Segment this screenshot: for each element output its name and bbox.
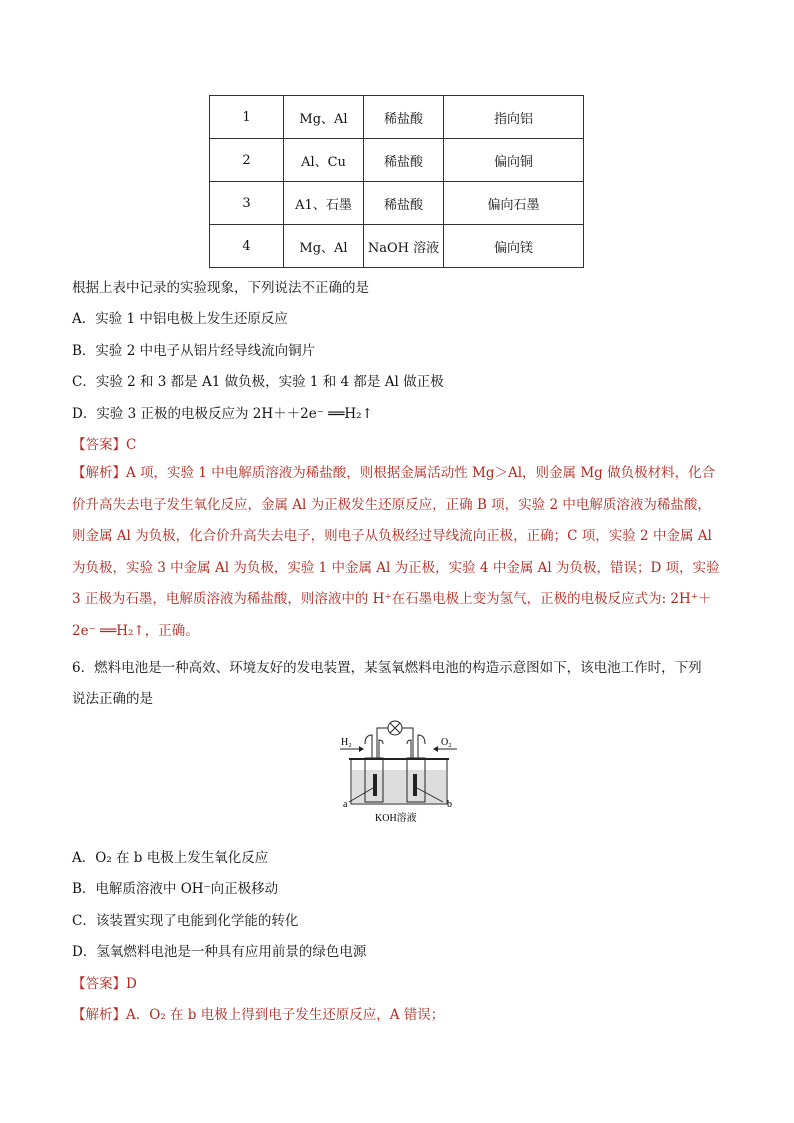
- table-cell: 稀盐酸: [364, 96, 444, 139]
- table-cell: 偏向铜: [444, 139, 584, 182]
- answer-tag: 【答案】: [72, 437, 126, 453]
- analysis-line: 2e⁻ ══H₂↑，正确。: [72, 622, 199, 639]
- table-cell: A1、石墨: [284, 182, 364, 225]
- q6-option-d: D．氢氧燃料电池是一种具有应用前景的绿色电源: [72, 944, 367, 960]
- o2-label: O₂: [441, 737, 452, 748]
- q6-option-a: A．O₂ 在 b 电极上发生氧化反应: [72, 850, 269, 866]
- table-cell: Al、Cu: [284, 139, 364, 182]
- q5-option-b: B．实验 2 中电子从铝片经导线流向铜片: [72, 343, 316, 359]
- table-row: [210, 182, 584, 225]
- analysis-tag: 【解析】: [72, 465, 126, 481]
- q6-answer: [72, 972, 137, 992]
- electrode-a-label: a: [343, 799, 348, 810]
- q5-option-a: A．实验 1 中铝电极上发生还原反应: [72, 311, 288, 327]
- experiment-table: [209, 95, 584, 268]
- q6-stem-line: 6．燃料电池是一种高效、环境友好的发电装置，某氢氧燃料电池的构造示意图如下，该电池工作时，下列: [72, 660, 702, 676]
- analysis-line: A 项，实验 1 中电解质溶液为稀盐酸，则根据金属活动性 Mg＞Al，则金属 Mg 做负极材料，化合: [126, 465, 716, 481]
- table-row: [210, 96, 584, 139]
- table-cell: Mg、Al: [284, 225, 364, 268]
- q5-stem: 根据上表中记录的实验现象，下列说法不正确的是: [72, 280, 369, 296]
- analysis-line: 3 正极为石墨，电解质溶液为稀盐酸，则溶液中的 H⁺在石墨电极上变为氢气，正极的电极反应式为: 2H⁺＋: [72, 591, 712, 607]
- answer-value: D: [126, 976, 137, 992]
- table-cell: 4: [210, 225, 284, 268]
- answer-tag: 【答案】: [72, 976, 126, 992]
- analysis-line: 为负极，实验 3 中金属 Al 为负极，实验 1 中金属 Al 为正极，实验 4 中金属 Al 为负极，错误；D 项，实验: [72, 559, 720, 576]
- fuel-cell-diagram: [335, 718, 465, 828]
- q5-analysis: [72, 458, 728, 647]
- table-cell: 稀盐酸: [364, 182, 444, 225]
- table-cell: 2: [210, 139, 284, 182]
- table-row: [210, 139, 584, 182]
- table-cell: Mg、Al: [284, 96, 364, 139]
- table-cell: 3: [210, 182, 284, 225]
- table-cell: 稀盐酸: [364, 139, 444, 182]
- table-cell: NaOH 溶液: [364, 225, 444, 268]
- analysis-line: 则金属 Al 为负极，化合价升高失去电子，则电子从负极经过导线流向正极，正确；C 项，实验 2 中金属 Al: [72, 528, 712, 544]
- table-cell: 偏向石墨: [444, 182, 584, 225]
- q5-answer: [72, 433, 136, 453]
- table-cell: 1: [210, 96, 284, 139]
- q6-stem: [72, 653, 728, 715]
- q5-option-c: C．实验 2 和 3 都是 A1 做负极，实验 1 和 4 都是 Al 做正极: [72, 374, 444, 390]
- analysis-line: A．O₂ 在 b 电极上得到电子发生还原反应，A 错误；: [126, 1007, 445, 1023]
- electrode-b-label: b: [447, 799, 452, 810]
- analysis-tag: 【解析】: [72, 1007, 126, 1023]
- q6-analysis: [72, 1003, 444, 1023]
- q6-option-c: C．该装置实现了电能到化学能的转化: [72, 913, 299, 929]
- answer-value: C: [126, 437, 137, 453]
- analysis-line: 价升高失去电子发生氧化反应，金属 Al 为正极发生还原反应，正确 B 项，实验 2 中电解质溶液为稀盐酸，: [72, 496, 711, 513]
- h2-label: H₂: [341, 737, 352, 748]
- q6-stem-line: 说法正确的是: [72, 691, 153, 707]
- table-cell: 指向铝: [444, 96, 584, 139]
- q5-option-d: D．实验 3 正极的电极反应为 2H＋＋2e⁻ ══H₂↑: [72, 406, 373, 422]
- table-row: [210, 225, 584, 268]
- table-cell: 偏向镁: [444, 225, 584, 268]
- figure-caption: KOH溶液: [375, 813, 417, 824]
- q6-option-b: B．电解质溶液中 OH⁻向正极移动: [72, 881, 279, 897]
